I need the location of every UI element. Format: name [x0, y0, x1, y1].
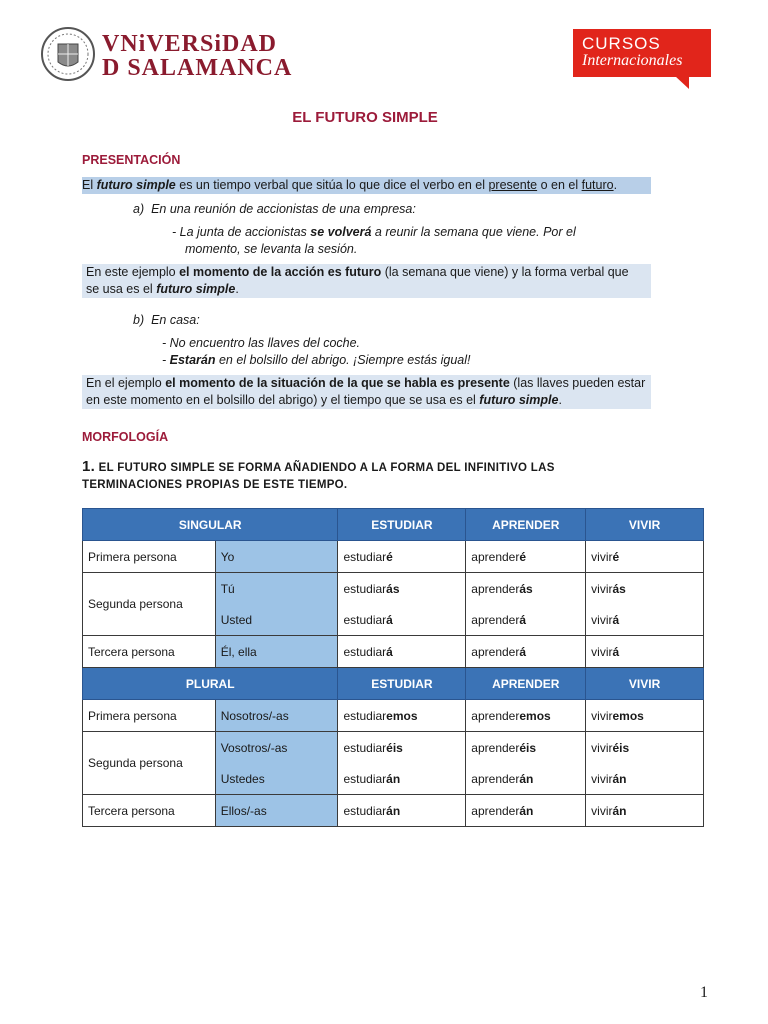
- verb-stem: aprender: [471, 740, 520, 755]
- explanation-a: [82, 264, 651, 298]
- verb-stem: vivir: [591, 803, 613, 818]
- verb-stem: vivir: [591, 708, 613, 723]
- verb-stem: aprender: [471, 803, 520, 818]
- text-span: se usa es el: [86, 282, 157, 296]
- verb-cell: [338, 763, 466, 795]
- speech-bubble-tail-icon: [675, 76, 689, 89]
- verb-ending: án: [519, 803, 534, 818]
- table-row: [83, 732, 704, 764]
- page-number: 1: [700, 984, 708, 1001]
- verb-ending: ás: [519, 581, 533, 596]
- verb-stem: aprender: [471, 581, 520, 596]
- person-label: Primera persona: [83, 700, 216, 732]
- verb-stem: aprender: [471, 771, 520, 786]
- section-heading-morfologia: MORFOLOGÍA: [82, 430, 169, 444]
- person-label: Segunda persona: [83, 732, 216, 795]
- section-heading-presentacion: PRESENTACIÓN: [82, 153, 181, 167]
- verb-cell: [466, 636, 586, 668]
- person-label: Segunda persona: [83, 573, 216, 636]
- verb-cell: [338, 604, 466, 636]
- text-span: En este ejemplo: [86, 265, 180, 279]
- verb-cell: [586, 604, 704, 636]
- intro-paragraph: [82, 177, 651, 194]
- example-text: En una reunión de accionistas de una empresa:: [151, 202, 416, 216]
- text-span: (la semana que viene) y la forma verbal que: [381, 265, 629, 279]
- verb-cell: [466, 700, 586, 732]
- verb-ending: án: [386, 803, 401, 818]
- header-aprender: APRENDER: [466, 509, 586, 541]
- verb-stem: aprender: [471, 549, 520, 564]
- term-futuro-simple: futuro simple: [156, 282, 236, 296]
- verb-ending: ás: [386, 581, 400, 596]
- verb-ending: ás: [612, 581, 626, 596]
- verb-stem: estudiar: [343, 803, 387, 818]
- header-plural: PLURAL: [83, 668, 338, 700]
- header-estudiar: ESTUDIAR: [338, 668, 466, 700]
- header-estudiar: ESTUDIAR: [338, 509, 466, 541]
- morphology-point-1: [82, 458, 682, 494]
- example-b-line2: [162, 352, 471, 369]
- verb-stem: vivir: [591, 549, 613, 564]
- cursos-logo-line2: Internacionales: [582, 52, 683, 69]
- term-futuro: futuro: [581, 178, 614, 192]
- verb-stem: estudiar: [343, 549, 387, 564]
- verb-cell: [466, 541, 586, 573]
- university-logo-text: [102, 32, 292, 80]
- example-a-sentence: [172, 224, 612, 258]
- verb-ending: é: [519, 549, 527, 564]
- pronoun-cell: Vosotros/-as: [215, 732, 338, 764]
- header-aprender: APRENDER: [466, 668, 586, 700]
- cursos-logo-line1: CURSOS: [582, 34, 661, 53]
- verb-ending: án: [519, 771, 534, 786]
- verb-ending: emos: [519, 708, 551, 723]
- table-row: [83, 795, 704, 827]
- text-span: momento, se levanta la sesión.: [185, 242, 358, 256]
- verb-ending: á: [612, 644, 620, 659]
- term-presente: presente: [488, 178, 538, 192]
- verb-cell: [586, 636, 704, 668]
- table-row: [83, 700, 704, 732]
- verb-ending: á: [612, 612, 620, 627]
- verb-ending: emos: [612, 708, 644, 723]
- pronoun-cell: Él, ella: [215, 636, 338, 668]
- verb-ending: á: [386, 612, 393, 627]
- university-name-line1: VNiVERSiDAD: [102, 31, 278, 57]
- person-label: Tercera persona: [83, 636, 216, 668]
- verb-ending: éis: [612, 740, 630, 755]
- verb-stem: estudiar: [343, 644, 387, 659]
- verb-ending: á: [519, 612, 527, 627]
- verb-estaran: Estarán: [169, 353, 216, 367]
- verb-cell: [466, 732, 586, 764]
- header-singular: SINGULAR: [83, 509, 338, 541]
- verb-stem: aprender: [471, 708, 520, 723]
- verb-ending: é: [612, 549, 620, 564]
- term-futuro-simple: futuro simple: [96, 178, 176, 192]
- text-span: es un tiempo verbal que sitúa lo que dice el verbo en el: [175, 178, 489, 192]
- verb-cell: [338, 541, 466, 573]
- text-span: a reunir la semana que viene. Por el: [371, 225, 576, 239]
- pronoun-cell: Nosotros/-as: [215, 700, 338, 732]
- person-label: Primera persona: [83, 541, 216, 573]
- table-row: [83, 573, 704, 605]
- text-span: .: [235, 282, 239, 296]
- verb-stem: vivir: [591, 740, 613, 755]
- verb-stem: vivir: [591, 771, 613, 786]
- text-span: -: [162, 353, 170, 367]
- text-span: El: [82, 178, 97, 192]
- verb-ending: éis: [386, 740, 403, 755]
- cursos-internacionales-logo: [573, 29, 711, 77]
- header-vivir: VIVIR: [586, 668, 704, 700]
- verb-ending: án: [612, 771, 627, 786]
- text-span: o en el: [537, 178, 582, 192]
- verb-cell: [586, 700, 704, 732]
- verb-stem: aprender: [471, 644, 520, 659]
- text-span: .: [558, 393, 562, 407]
- explanation-b: [82, 375, 651, 409]
- verb-se-volvera: se volverá: [310, 225, 372, 239]
- verb-ending: á: [386, 644, 393, 659]
- text-span: en el bolsillo del abrigo. ¡Siempre estás igual!: [215, 353, 471, 367]
- verb-cell: [338, 636, 466, 668]
- verb-cell: [466, 795, 586, 827]
- verb-cell: [586, 541, 704, 573]
- table-header-row: [83, 509, 704, 541]
- verb-cell: [338, 732, 466, 764]
- verb-cell: [586, 763, 704, 795]
- verb-stem: vivir: [591, 581, 613, 596]
- verb-cell: [586, 795, 704, 827]
- verb-stem: estudiar: [343, 612, 387, 627]
- table-row: [83, 636, 704, 668]
- example-b-line1: - No encuentro las llaves del coche.: [162, 336, 361, 350]
- verb-ending: éis: [519, 740, 537, 755]
- verb-cell: [338, 795, 466, 827]
- university-seal-icon: [40, 26, 96, 82]
- verb-ending: án: [386, 771, 401, 786]
- text-span: en este momento en el bolsillo del abrigo) y el tiempo que se usa es el: [86, 393, 480, 407]
- verb-cell: [466, 763, 586, 795]
- text-span: .: [613, 178, 618, 192]
- verb-cell: [586, 573, 704, 605]
- term-futuro-simple: futuro simple: [479, 393, 559, 407]
- table-row: [83, 541, 704, 573]
- verb-cell: [466, 573, 586, 605]
- verb-stem: aprender: [471, 612, 520, 627]
- point-text: EL FUTURO SIMPLE SE FORMA AÑADIENDO A LA FORMA DEL INFINITIVO LAS: [95, 462, 555, 474]
- verb-cell: [338, 700, 466, 732]
- text-span: - La junta de accionistas: [172, 225, 311, 239]
- verb-ending: emos: [386, 708, 418, 723]
- pronoun-cell: Usted: [215, 604, 338, 636]
- verb-ending: é: [386, 549, 393, 564]
- bold-phrase: el momento de la situación de la que se habla es presente: [165, 376, 510, 390]
- verb-ending: á: [519, 644, 527, 659]
- verb-cell: [338, 573, 466, 605]
- point-text: TERMINACIONES PROPIAS DE ESTE TIEMPO.: [82, 479, 348, 491]
- pronoun-cell: Ustedes: [215, 763, 338, 795]
- person-label: Tercera persona: [83, 795, 216, 827]
- example-b-intro: [133, 312, 200, 329]
- verb-cell: [586, 732, 704, 764]
- verb-ending: án: [612, 803, 627, 818]
- pronoun-cell: Ellos/-as: [215, 795, 338, 827]
- verb-stem: estudiar: [343, 708, 387, 723]
- verb-stem: estudiar: [343, 771, 387, 786]
- pronoun-cell: Yo: [215, 541, 338, 573]
- header-vivir: VIVIR: [586, 509, 704, 541]
- verb-stem: vivir: [591, 644, 613, 659]
- example-text: En casa:: [151, 313, 200, 327]
- verb-stem: vivir: [591, 612, 613, 627]
- verb-stem: estudiar: [343, 740, 387, 755]
- university-name-line2: D SALAMANCA: [102, 55, 293, 81]
- example-label: b): [133, 313, 145, 327]
- example-a-intro: [133, 201, 416, 218]
- text-span: (las llaves pueden estar: [509, 376, 646, 390]
- page-title: EL FUTURO SIMPLE: [292, 109, 438, 126]
- bold-phrase: el momento de la acción es futuro: [179, 265, 382, 279]
- pronoun-cell: Tú: [215, 573, 338, 605]
- verb-cell: [466, 604, 586, 636]
- verb-stem: estudiar: [343, 581, 387, 596]
- text-span: En el ejemplo: [86, 376, 166, 390]
- point-number: 1.: [82, 458, 96, 475]
- table-header-row: [83, 668, 704, 700]
- example-label: a): [133, 202, 145, 216]
- conjugation-table: [82, 508, 704, 827]
